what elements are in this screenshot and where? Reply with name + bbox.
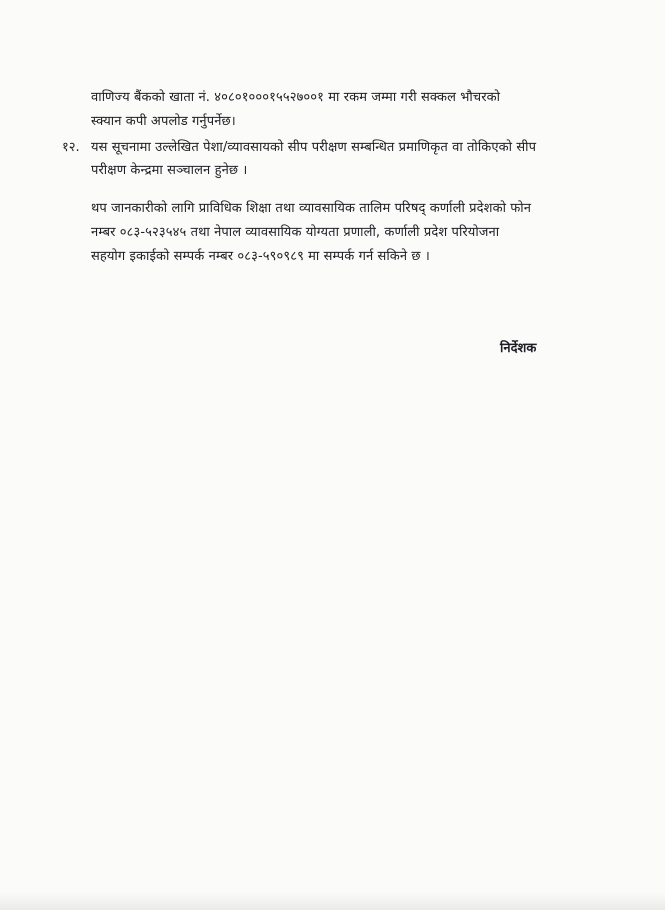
contact-line3: सहयोग इकाईको सम्पर्क नम्बर ०८३-५९०९८९ मा सम्पर्क गर्न सकिने छ । [91,249,430,264]
scan-edge-shadow [0,892,665,910]
contact-line2: नम्बर ०८३-५२३५४५ तथा नेपाल व्यावसायिक योग्यता प्रणाली, कर्णाली प्रदेश परियोजना [91,225,500,240]
signature-title: निर्देशक [500,341,537,356]
contact-line1: थप जानकारीको लागि प्राविधिक शिक्षा तथा व्यावसायिक तालिम परिषद्‌ कर्णाली प्रदेशको फोन [91,201,532,216]
para11-line2: स्क्यान कपी अपलोड गर्नुपर्नेछ। [91,114,236,129]
para12-line2: परीक्षण केन्द्रमा सञ्चालन हुनेछ । [91,163,248,178]
para12-line1: यस सूचनामा उल्लेखित पेशा/व्यावसायको सीप परीक्षण सम्बन्धित प्रमाणिकृत वा तोकिएको सीप [91,140,537,155]
para12-number: १२. [62,140,80,155]
para11-line1: वाणिज्य बैंकको खाता नं. ४०८०१०००१५५२७००१ मा रकम जम्मा गरी सक्कल भौचरको [91,90,501,105]
